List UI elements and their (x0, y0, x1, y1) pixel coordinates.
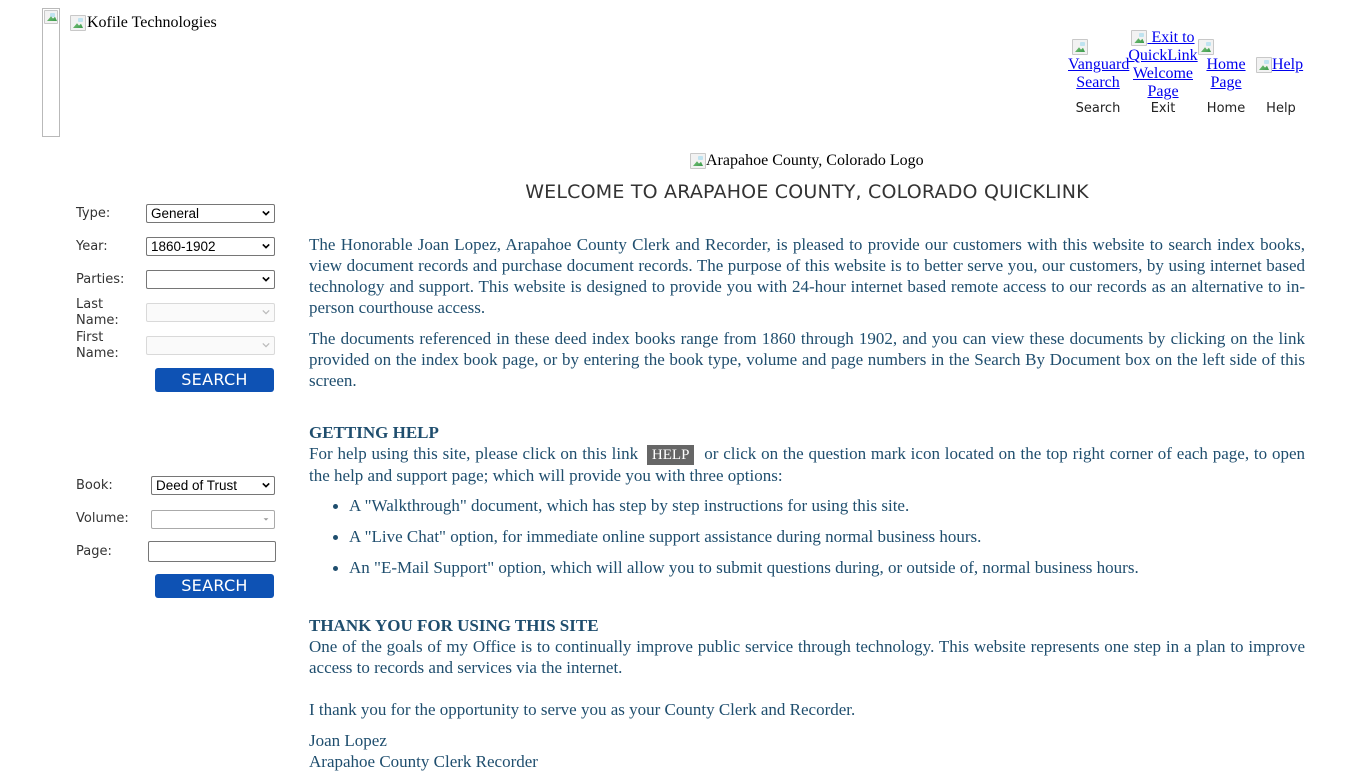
intro-paragraph: The Honorable Joan Lopez, Arapahoe County Clerk and Recorder, is pleased to provide our customers with this website to search index books, view document records and purchase document records. The purpose of this website is to better serve you, our customers, by using internet based technology and support. This website is designed to provide you with 24-hour internet based remote access to our records as an alternative to in-person courthouse access. (309, 235, 1305, 317)
broken-image-icon (70, 15, 86, 31)
help-icon (1256, 57, 1272, 73)
help-options-list (309, 495, 1305, 588)
chevron-down-icon (262, 209, 270, 217)
help-badge-link[interactable]: HELP (647, 445, 695, 465)
chevron-down-icon (262, 308, 270, 316)
caret-down-icon (262, 515, 270, 523)
documents-paragraph: The documents referenced in these deed index books range from 1860 through 1902, and you can view these documents by clicking on the link provided on the index book page, or by entering the book type, volume and page numbers in the Search By Document box on the left side of this screen. (309, 329, 1305, 390)
left-frame-image (42, 8, 60, 137)
last-name-label: Last Name: (76, 297, 119, 328)
name-search-button[interactable]: SEARCH (155, 368, 274, 392)
thank-you-paragraph: One of the goals of my Office is to continually improve public service through technology. This website represents one step in a plan to improve access to records and services via the internet. (309, 637, 1305, 677)
first-name-select[interactable] (146, 336, 275, 355)
last-name-select[interactable] (146, 303, 275, 322)
chevron-down-icon (262, 242, 270, 250)
help-link[interactable]: Help (1256, 56, 1303, 73)
volume-select[interactable] (151, 510, 275, 529)
chevron-down-icon (262, 275, 270, 283)
signature-title: Arapahoe County Clerk Recorder (309, 752, 538, 771)
broken-image-icon (44, 10, 58, 24)
search-icon (1072, 39, 1088, 55)
page-title: WELCOME TO ARAPAHOE COUNTY, COLORADO QUICKLINK (525, 181, 1089, 203)
list-item: A "Live Chat" option, for immediate online support assistance during normal business hours. (309, 526, 1305, 557)
nav-home[interactable] (1198, 38, 1254, 92)
nav-help[interactable] (1256, 56, 1316, 74)
thanks-line: I thank you for the opportunity to serve you as your County Clerk and Recorder. (309, 700, 856, 719)
getting-help-heading: GETTING HELP (309, 423, 439, 442)
exit-icon (1131, 30, 1147, 46)
list-item: An "E-Mail Support" option, which will allow you to submit questions during, or outside of, normal business hours. (309, 557, 1305, 588)
nav-caption-help: Help (1266, 101, 1296, 116)
chevron-down-icon (262, 481, 270, 489)
nav-caption-exit: Exit (1150, 101, 1176, 116)
nav-vanguard-search[interactable] (1068, 40, 1128, 92)
signature-name: Joan Lopez (309, 731, 387, 750)
type-select[interactable]: General (146, 204, 275, 223)
help-paragraph: For help using this site, please click on this link HELP or click on the question mark icon located on the top right corner of each page, to open the help and support page; which will provide you with three options: (309, 444, 1306, 485)
document-search-button[interactable]: SEARCH (155, 574, 274, 598)
book-label: Book: (76, 478, 113, 493)
page-label: Page: (76, 544, 112, 559)
year-select[interactable]: 1860-1902 (146, 237, 275, 256)
year-label: Year: (76, 239, 108, 254)
vanguard-search-link[interactable]: Vanguard Search (1068, 56, 1130, 91)
home-page-link[interactable]: Home Page (1206, 56, 1246, 91)
book-select[interactable]: Deed of Trust (151, 476, 275, 495)
nav-caption-home: Home (1206, 101, 1246, 116)
list-item: A "Walkthrough" document, which has step by step instructions for using this site. (309, 495, 1305, 526)
top-nav (1064, 28, 1314, 128)
parties-select[interactable] (146, 270, 275, 289)
thank-you-heading: THANK YOU FOR USING THIS SITE (309, 616, 599, 635)
nav-exit[interactable] (1128, 29, 1198, 101)
kofile-logo: Kofile Technologies (70, 14, 217, 32)
page-input[interactable] (148, 541, 276, 562)
first-name-label: First Name: (76, 330, 119, 361)
county-logo: Arapahoe County, Colorado Logo (690, 152, 924, 170)
exit-link[interactable]: Exit to QuickLink Welcome Page (1128, 29, 1198, 100)
chevron-down-icon (262, 341, 270, 349)
type-label: Type: (76, 206, 111, 221)
volume-label: Volume: (76, 511, 129, 526)
home-icon (1198, 39, 1214, 55)
parties-label: Parties: (76, 272, 125, 287)
broken-image-icon (690, 153, 706, 169)
nav-caption-search: Search (1075, 101, 1121, 116)
